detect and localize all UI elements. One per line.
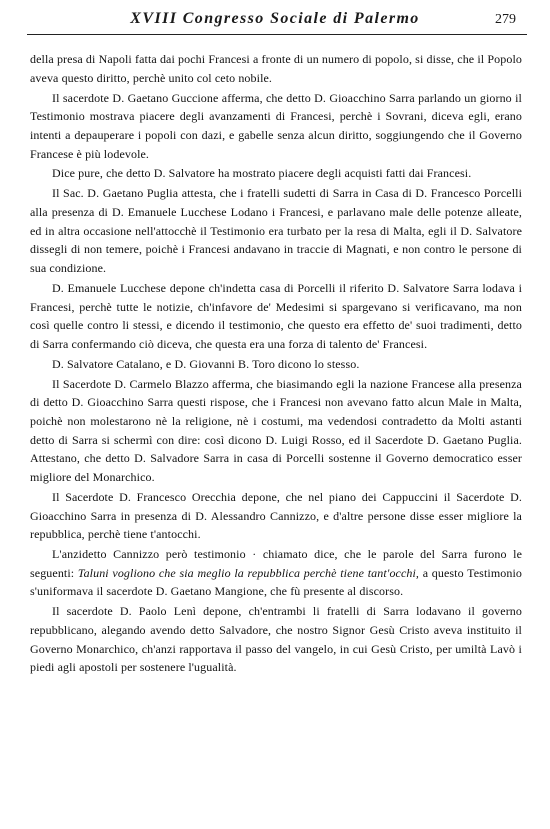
paragraph: Il Sacerdote D. Carmelo Blazzo afferma, che biasimando egli la nazione Francese alla presenza di detto D. Gioacchino Sarra questi rispose, che i Francesi non avevano fatto alcun Male in Malta, poichè non molestarono nè la religione, nè i costumi, ma vedendosi contradetto da Molti astanti detto di Sarra si schermì con dire: così dicono D. Luigi Rosso, ed il Sacerdote D. Gaetano Puglia. Attestano, che detto D. Salvadore Sarra in casa di Porcelli sostenne il Governo democratico esser migliore del Monarchico.	[30, 376, 522, 485]
paragraph: D. Emanuele Lucchese depone ch'indetta casa di Porcelli il riferito D. Salvatore Sarra lodava i Francesi, perchè tutte le notizie, ch'infavore de' Medesimi si spargevano si verificavano, ma non così quelle contro li stessi, e dicendo il testimonio, che questo era effetto de' suoi tradimenti, detto di Sarra confermando ciò diceva, che questa era una forza di talento de' Francesi.	[30, 280, 522, 351]
running-title: XVIII Congresso Sociale di Palermo	[130, 10, 420, 27]
paragraph: Il sacerdote D. Gaetano Guccione afferma, che detto D. Gioacchino Sarra parlando un giorno il Testimonio mostrava piacere degli avanzamenti di Francesi, perchè i Sovrani, diceva egli, erano intenti a depauperare i popoli con dazi, e gabelle senza alcun diritto, soggiungendo che il Governo Francese è più lodevole.	[30, 90, 522, 161]
paragraph: D. Salvatore Catalano, e D. Giovanni B. Toro dicono lo stesso.	[52, 356, 360, 371]
page-number: 279	[495, 12, 516, 27]
page-header	[0, 10, 550, 34]
header-rule	[27, 34, 527, 35]
quoted-words: Taluni vogliono che sia meglio la repubblica perchè tiene tant'occhi,	[77, 565, 420, 580]
paragraph: Dice pure, che detto D. Salvatore ha mostrato piacere degli acquisti fatti dai Francesi.	[52, 166, 472, 181]
paragraph: Il Sac. D. Gaetano Puglia attesta, che i fratelli sudetti di Sarra in Casa di D. Francesco Porcelli alla presenza di D. Emanuele Lucchese Lodano i Francesi, e parlavano male delle potenze alleate, ed in altra occasione nell'attocchè il Testimonio era turbato per la resa di Malta, egli il D. Salvatore dissegli di non temere, poichè i Francesi andavano in traccie di Magnati, e non contro le persone di sua condizione.	[30, 186, 522, 276]
quote-continuation: a questo Testimonio s'uniformava il sacerdote D. Gaetano	[30, 565, 522, 599]
paragraph: della presa di Napoli fatta dai pochi Francesi a fronte di un numero di popolo, si disse, che il Popolo aveva questo diritto, perchè unito col ceto nobile.	[30, 52, 522, 85]
paragraph: Il Sacerdote D. Francesco Orecchia depone, che nel piano dei Cappuccini il Sacerdote D. Gioacchino Sarra in presenza di D. Alessandro Cannizzo, e d'altre persone disse esser migliore la repubblica, perchè tiene t'antocchi.	[30, 489, 522, 542]
paragraph: Il sacerdote D. Paolo Lenì depone, ch'entrambi li fratelli di Sarra lodavano il governo repubblicano, alegando avendo detto Salvadore, che nostro Signor Gesù Cristo aveva instituito il Governo Monarchico, ch'anzi rapportava il passo del vangelo, in cui Gesù Cristo, per umiltà Lavò i piedi agli apostoli per sostenere l'ugualità.	[30, 604, 522, 675]
paragraph-with-quote	[30, 545, 522, 601]
body-text	[30, 50, 522, 678]
paragraph-tail: Mangione, che fù presente al discorso.	[214, 584, 404, 599]
paragraph-lead: L'anzidetto Cannizzo però testimonio · chiamato dice, che le parole del Sarra furono le seguenti:	[30, 547, 522, 580]
